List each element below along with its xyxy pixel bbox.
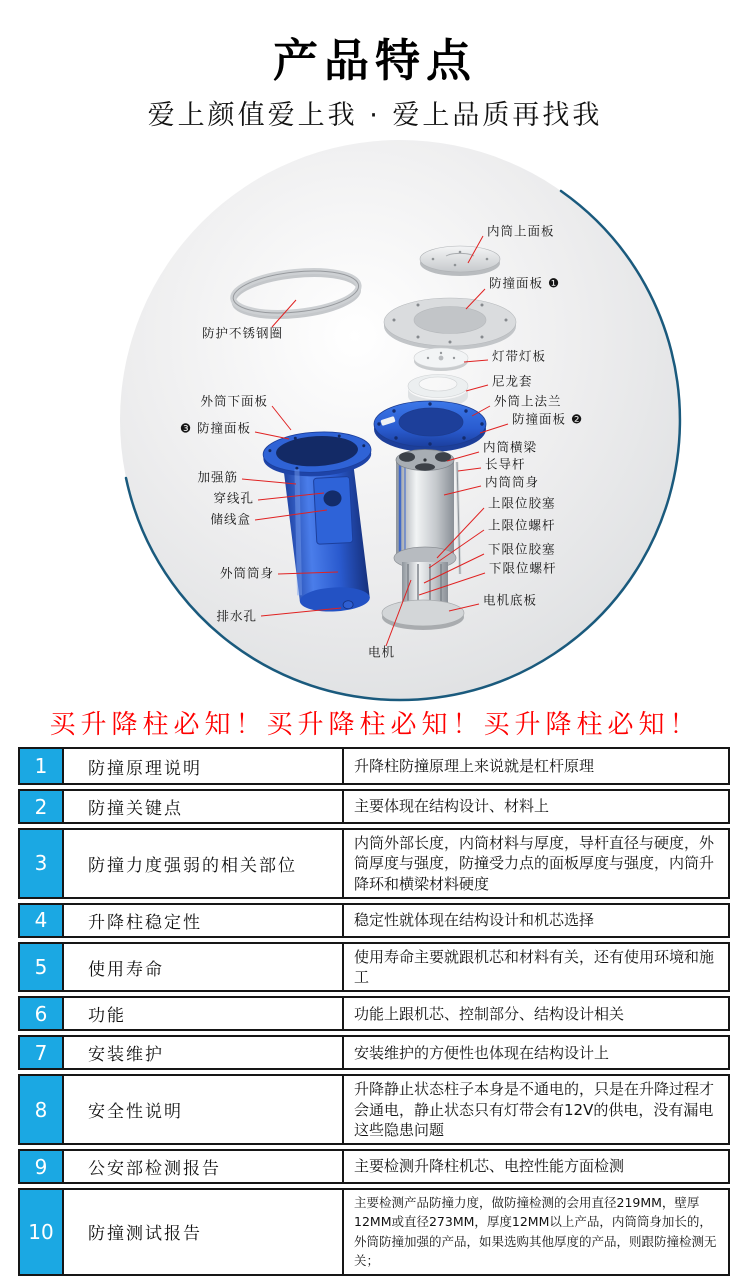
table-row — [18, 942, 730, 993]
alert-banner: 买升降柱必知！买升降柱必知！买升降柱必知！ — [49, 710, 701, 740]
part-label-outer-bottom-plate: 外筒下面板 — [200, 393, 268, 409]
row-desc: 安装维护的方便性也体现在结构设计上 — [354, 1043, 610, 1062]
row-desc: 主要检测升降柱机芯、电控性能方面检测 — [354, 1157, 625, 1176]
header — [0, 24, 750, 132]
part-label-long-guide-rod: 长导杆 — [485, 456, 526, 472]
row-desc: 稳定性就体现在结构设计和机芯选择 — [354, 911, 595, 930]
row-label: 安装维护 — [64, 1037, 344, 1068]
row-number: 6 — [20, 998, 64, 1029]
row-desc: 使用寿命主要就跟机芯和材料有关，还有使用环境和施工 — [354, 947, 715, 986]
row-number: 1 — [20, 749, 64, 783]
table-row — [18, 996, 730, 1031]
row-desc: 主要检测产品防撞力度，做防撞检测的会用直径219MM，壁厚12MM或直径273MM，厚度12MM以上产品，内筒筒身加长的，外筒防撞加强的产品，如果选购其他厚度的产品，则跟防撞检测无关； — [354, 1195, 717, 1269]
row-number: 8 — [20, 1076, 64, 1143]
part-label-upper-limit-plug: 上限位胶塞 — [488, 495, 556, 511]
crash-panel-1-shape — [384, 298, 516, 350]
row-number: 2 — [20, 791, 64, 822]
table-row — [18, 903, 730, 938]
row-desc: 内筒外部长度，内筒材料与厚度，导杆直径与硬度，外筒厚度与强度，防撞受力点的面板厚度与强度，内筒升降环和横梁材料硬度 — [354, 834, 715, 893]
row-label: 防撞力度强弱的相关部位 — [64, 830, 344, 897]
row-desc: 功能上跟机芯、控制部分、结构设计相关 — [354, 1004, 625, 1023]
part-label-crash-panel-3: ❸ 防撞面板 — [179, 420, 251, 436]
row-label: 防撞关键点 — [64, 791, 344, 822]
part-label-inner-beam: 内筒横梁 — [483, 439, 538, 455]
row-label: 使用寿命 — [64, 944, 344, 991]
part-label-crash-panel-1: 防撞面板 ❶ — [489, 275, 561, 291]
row-label: 防撞原理说明 — [64, 749, 344, 783]
row-number: 4 — [20, 905, 64, 936]
inner-top-plate-shape — [420, 246, 500, 276]
row-label: 公安部检测报告 — [64, 1151, 344, 1182]
product-feature-page — [0, 24, 750, 1269]
outer-top-flange-shape — [374, 401, 486, 452]
row-number: 5 — [20, 944, 64, 991]
row-number: 9 — [20, 1151, 64, 1182]
light-board-shape — [414, 348, 468, 371]
part-label-crash-panel-2: 防撞面板 ❷ — [512, 411, 584, 427]
part-label-steel-guard-ring: 防护不锈钢圈 — [201, 325, 283, 341]
row-number: 7 — [20, 1037, 64, 1068]
table-row — [18, 828, 730, 899]
part-label-wire-hole: 穿线孔 — [213, 490, 254, 506]
part-label-lower-limit-plug: 下限位胶塞 — [488, 541, 556, 557]
part-label-light-board: 灯带灯板 — [492, 348, 547, 364]
part-label-motor: 电机 — [368, 644, 396, 660]
part-label-upper-limit-screw: 上限位螺杆 — [488, 517, 556, 533]
part-label-nylon-sleeve: 尼龙套 — [492, 373, 533, 389]
part-label-lower-limit-screw: 下限位螺杆 — [489, 560, 557, 576]
row-desc: 主要体现在结构设计、材料上 — [354, 797, 550, 816]
table-row — [18, 1149, 730, 1184]
part-label-outer-barrel: 外筒筒身 — [219, 565, 274, 581]
table-row — [18, 747, 730, 785]
row-number: 10 — [20, 1190, 64, 1274]
row-label: 防撞测试报告 — [64, 1190, 344, 1274]
page-title: 产品特点 — [272, 34, 477, 87]
part-label-inner-barrel: 内筒筒身 — [485, 474, 540, 490]
product-exploded-diagram — [0, 132, 750, 704]
table-row — [18, 1188, 730, 1276]
table-row — [18, 1074, 730, 1145]
row-desc: 升降静止状态柱子本身是不通电的，只是在升降过程才会通电，静止状态只有灯带会有12V的供电，没有漏电这些隐患问题 — [354, 1080, 715, 1139]
row-desc: 升降柱防撞原理上来说就是杠杆原理 — [354, 756, 595, 775]
row-label: 安全性说明 — [64, 1076, 344, 1143]
table-row — [18, 1035, 730, 1070]
part-label-reinforce-rib: 加强筋 — [197, 469, 238, 485]
part-label-motor-base-plate: 电机底板 — [483, 592, 538, 608]
part-label-outer-top-flange: 外筒上法兰 — [494, 393, 562, 409]
row-label: 功能 — [64, 998, 344, 1029]
page-subtitle: 爱上颜值爱上我 · 爱上品质再找我 — [147, 100, 603, 131]
part-label-drain-hole: 排水孔 — [216, 608, 257, 624]
spec-table — [18, 747, 730, 1276]
part-label-inner-top-plate: 内筒上面板 — [487, 223, 555, 239]
row-number: 3 — [20, 830, 64, 897]
table-row — [18, 789, 730, 824]
part-label-wire-box: 储线盒 — [210, 511, 251, 527]
row-label: 升降柱稳定性 — [64, 905, 344, 936]
